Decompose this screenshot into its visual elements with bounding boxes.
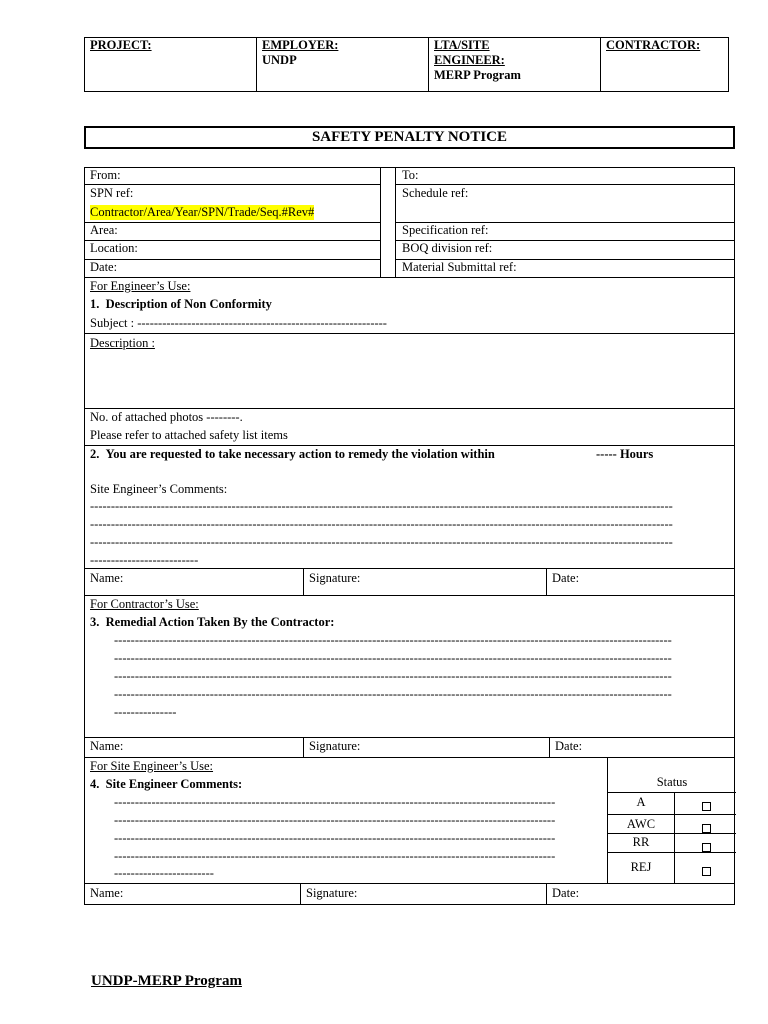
description-label: Description : [90, 336, 155, 350]
name-label: Name: [90, 739, 124, 753]
employer-cell [257, 38, 429, 92]
project-label: PROJECT: [90, 38, 152, 52]
status-table [607, 757, 735, 883]
info-divider [380, 167, 396, 278]
area-label: Area: [90, 223, 118, 237]
date-signoff-label: Date: [552, 571, 580, 585]
comment-line: -------------------------------------------------------------------------------------------------------------------------------------------- [90, 499, 673, 513]
site-comment-line: ---------------------------------------------------------------------------------------------------------- [114, 813, 556, 827]
date-label: Date: [90, 260, 118, 274]
comment-line: -------------------------------------------------------------------------------------------------------------------------------------------- [90, 535, 673, 549]
site-engineer-comments-label: Site Engineer’s Comments: [90, 482, 228, 496]
contractor-label: CONTRACTOR: [606, 38, 701, 52]
site-engineer-use-label: For Site Engineer’s Use: [90, 759, 214, 773]
signature-label: Signature: [309, 571, 361, 585]
to-label: To: [402, 168, 419, 182]
lta-label-2: ENGINEER: [434, 53, 505, 67]
signature-label: Signature: [306, 886, 358, 900]
header-table [84, 37, 729, 92]
signature-label: Signature: [309, 739, 361, 753]
project-cell [85, 38, 257, 92]
status-rr-checkbox[interactable] [702, 839, 711, 857]
section2-hours: ----- Hours [596, 447, 654, 461]
status-awc-checkbox[interactable] [702, 820, 711, 838]
site-comment-line: ------------------------ [114, 866, 214, 880]
subject-line: Subject : ------------------------------------------------------------ [90, 316, 387, 330]
status-option-rr: RR [632, 835, 650, 849]
comment-line: -------------------------- [90, 553, 199, 567]
site-comment-line: ---------------------------------------------------------------------------------------------------------- [114, 831, 556, 845]
status-option-a: A [636, 795, 646, 809]
comment-line: -------------------------------------------------------------------------------------------------------------------------------------------- [90, 517, 673, 531]
engineer-use-label: For Engineer’s Use: [90, 279, 191, 293]
lta-label-1: LTA/SITE [434, 38, 490, 52]
name-label: Name: [90, 571, 124, 585]
lta-value: MERP Program [434, 68, 521, 82]
footer-text: UNDP-MERP Program [91, 973, 242, 989]
date-signoff-label: Date: [552, 886, 580, 900]
from-label: From: [90, 168, 121, 182]
employer-value: UNDP [262, 53, 297, 67]
location-label: Location: [90, 241, 138, 255]
remedial-line: -------------------------------------------------------------------------------------------------------------------------------------- [114, 669, 672, 683]
safety-list-note: Please refer to attached safety list items [90, 428, 288, 442]
employer-label: EMPLOYER: [262, 38, 339, 52]
remedial-line: -------------------------------------------------------------------------------------------------------------------------------------- [114, 651, 672, 665]
remedial-line: -------------------------------------------------------------------------------------------------------------------------------------- [114, 687, 672, 701]
material-ref-label: Material Submittal ref: [402, 260, 517, 274]
site-comment-line: ---------------------------------------------------------------------------------------------------------- [114, 849, 556, 863]
section4-heading: 4. Site Engineer Comments: [90, 777, 243, 791]
remedial-line: --------------- [114, 705, 177, 719]
specification-ref-label: Specification ref: [402, 223, 489, 237]
page-title-text: SAFETY PENALTY NOTICE [311, 129, 508, 145]
section1-heading: 1. Description of Non Conformity [90, 297, 272, 311]
status-label: Status [656, 775, 688, 789]
status-option-rej: REJ [630, 860, 652, 874]
site-comment-line: ---------------------------------------------------------------------------------------------------------- [114, 795, 556, 809]
page-title [84, 126, 735, 149]
section2-heading: 2. You are requested to take necessary action to remedy the violation within [90, 447, 495, 461]
photos-count: No. of attached photos --------. [90, 410, 243, 424]
status-option-awc: AWC [626, 817, 656, 831]
remedial-line: -------------------------------------------------------------------------------------------------------------------------------------- [114, 633, 672, 647]
boq-ref-label: BOQ division ref: [402, 241, 493, 255]
date-signoff-label: Date: [555, 739, 583, 753]
contractor-use-label: For Contractor’s Use: [90, 597, 199, 611]
spn-ref-format: Contractor/Area/Year/SPN/Trade/Seq.#Rev# [90, 205, 315, 219]
contractor-cell [601, 38, 729, 92]
spn-ref-label: SPN ref: [90, 186, 134, 200]
status-rej-checkbox[interactable] [702, 863, 711, 881]
section3-heading: 3. Remedial Action Taken By the Contractor: [90, 615, 335, 629]
name-label: Name: [90, 886, 124, 900]
lta-cell [429, 38, 601, 92]
schedule-ref-label: Schedule ref: [402, 186, 469, 200]
